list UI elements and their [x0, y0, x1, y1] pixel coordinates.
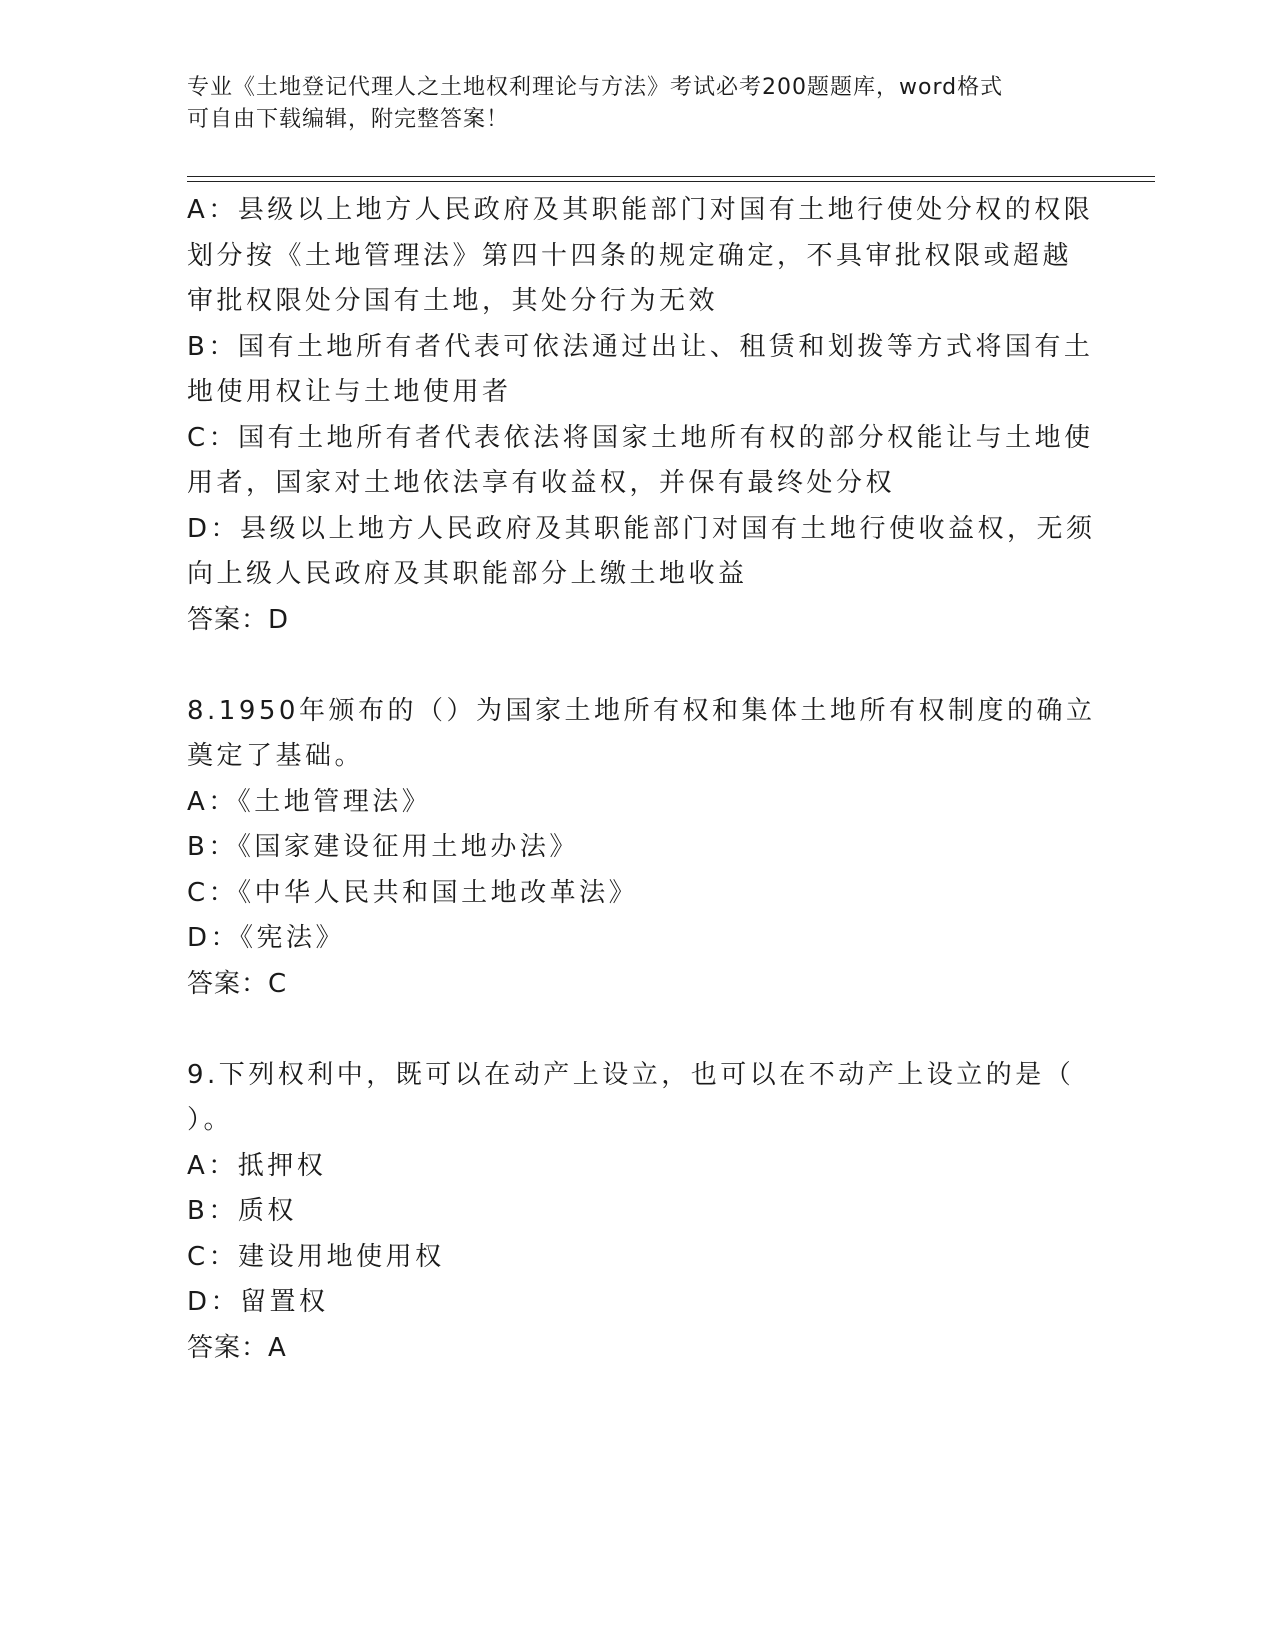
- header-line-2: 可自由下载编辑，附完整答案！: [187, 107, 510, 132]
- option-b-line-1: B：国有土地所有者代表可依法通过出让、租赁和划拨等方式将国有土: [187, 331, 1094, 362]
- option-c-line-1: C：国有土地所有者代表依法将国家土地所有权的部分权能让与土地使: [187, 422, 1094, 453]
- option-a-line-3: 审批权限处分国有土地，其处分行为无效: [187, 286, 719, 316]
- option-d: D：《宪法》: [187, 923, 346, 953]
- option-c-line-2: 用者，国家对土地依法享有收益权，并保有最终处分权: [187, 468, 896, 498]
- option-c: C：建设用地使用权: [187, 1241, 445, 1272]
- option-a-line-2: 划分按《土地管理法》第四十四条的规定确定，不具审批权限或超越: [187, 240, 1073, 271]
- option-d-line-2: 向上级人民政府及其职能部分上缴土地收益: [187, 559, 748, 589]
- header-line-1: 专业《土地登记代理人之土地权利理论与方法》考试必考200题题库，word格式: [187, 75, 1004, 100]
- question-spacer: [187, 643, 1087, 689]
- option-a: A：《土地管理法》: [187, 786, 432, 817]
- question-spacer: [187, 1007, 1087, 1053]
- option-c: C：《中华人民共和国土地改革法》: [187, 877, 639, 908]
- question-8: [187, 689, 1096, 1008]
- option-d: D：留置权: [187, 1287, 329, 1317]
- question-9: [187, 1053, 1087, 1372]
- option-a-line-1: A：县级以上地方人民政府及其职能部门对国有土地行使处分权的权限: [187, 195, 1094, 225]
- header-divider-top: [187, 176, 1155, 177]
- document-header: [187, 72, 1067, 136]
- option-b: B：《国家建设征用土地办法》: [187, 832, 579, 862]
- answer-line: 答案：D: [187, 604, 290, 635]
- header-divider-bottom: [187, 181, 1155, 182]
- question-stem-line-1: 8.1950年颁布的（）为国家土地所有权和集体土地所有权制度的确立: [187, 695, 1096, 726]
- answer-line: 答案：C: [187, 968, 288, 999]
- option-d-line-1: D：县级以上地方人民政府及其职能部门对国有土地行使收益权，无须: [187, 513, 1096, 544]
- question-stem-line-1: 9.下列权利中，既可以在动产上设立，也可以在不动产上设立的是（: [187, 1059, 1075, 1090]
- question-7: [187, 188, 1096, 643]
- question-stem-line-2: 奠定了基础。: [187, 741, 365, 771]
- option-a: A：抵押权: [187, 1150, 327, 1181]
- option-b-line-2: 地使用权让与土地使用者: [187, 377, 512, 407]
- question-list: [187, 188, 1096, 1371]
- option-b: B：质权: [187, 1196, 297, 1226]
- answer-line: 答案：A: [187, 1332, 287, 1363]
- question-stem-line-2: ）。: [187, 1105, 234, 1135]
